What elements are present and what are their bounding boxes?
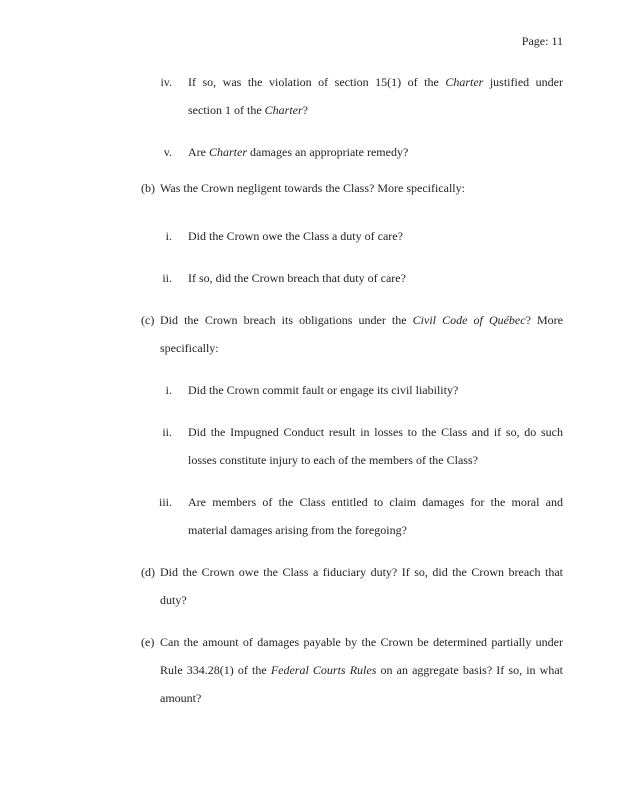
text-line: [160, 306, 563, 334]
text-segment: on an aggregate basis? If so, in what: [376, 663, 563, 677]
text-line: [188, 68, 563, 96]
question-list: [0, 68, 623, 726]
text-segment: If so, was the violation of section 15(1) of the: [188, 75, 446, 89]
text-segment: section 1 of the: [188, 103, 265, 117]
list-item-marker: ii.: [162, 425, 172, 439]
list-item-marker: i.: [165, 383, 172, 397]
text-segment: ?: [302, 103, 308, 117]
text-line: [160, 628, 563, 656]
text-line: [188, 488, 563, 516]
list-item-marker: (d): [141, 565, 155, 579]
text-segment: Did the Crown commit fault or engage its civil liability?: [188, 383, 459, 397]
text-segment: Did the Crown owe the Class a duty of care?: [188, 229, 403, 243]
list-item-marker: (e): [141, 635, 155, 649]
list-item-marker: (b): [141, 181, 155, 195]
text-segment: Rule 334.28(1) of the: [160, 663, 271, 677]
text-line: [188, 264, 563, 292]
text-line: [188, 418, 563, 446]
italic-text-segment: Charter: [264, 103, 303, 117]
text-segment: Did the Crown owe the Class a fiduciary duty? If so, did the Crown breach that: [160, 565, 563, 579]
italic-text-segment: Charter: [445, 75, 484, 89]
text-segment: duty?: [160, 593, 187, 607]
text-line: [188, 446, 563, 474]
text-segment: Did the Impugned Conduct result in losses to the Class and if so, do such: [188, 425, 563, 439]
text-segment: justified under: [483, 75, 564, 89]
list-item-marker: iii.: [158, 495, 172, 509]
list-item-iv: [160, 68, 564, 124]
text-line: [188, 138, 563, 166]
text-line: [160, 558, 563, 586]
text-line: [188, 96, 563, 124]
text-line: [188, 516, 563, 544]
text-segment: material damages arising from the foregoing?: [188, 523, 407, 537]
italic-text-segment: Civil Code of Québec: [412, 313, 526, 327]
page-number: Page: 11: [521, 34, 563, 48]
text-line: [160, 586, 563, 614]
text-line: [188, 376, 563, 404]
text-line: [160, 334, 563, 362]
text-segment: amount?: [160, 691, 202, 705]
italic-text-segment: Charter: [209, 145, 248, 159]
list-item-marker: ii.: [162, 271, 172, 285]
list-item-b: [141, 174, 563, 202]
list-item-marker: v.: [163, 145, 172, 159]
text-segment: losses constitute injury to each of the members of the Class?: [188, 453, 478, 467]
list-item-i: [165, 376, 563, 404]
text-segment: Are: [188, 145, 209, 159]
text-line: [160, 174, 563, 202]
list-item-marker: (c): [141, 313, 155, 327]
text-segment: ? More: [525, 313, 564, 327]
text-segment: specifically:: [160, 341, 219, 355]
text-segment: Was the Crown negligent towards the Class? More specifically:: [160, 181, 465, 195]
text-segment: Can the amount of damages payable by the Crown be determined partially under: [160, 635, 563, 649]
text-segment: If so, did the Crown breach that duty of care?: [188, 271, 406, 285]
list-item-i: [165, 222, 563, 250]
text-segment: damages an appropriate remedy?: [247, 145, 409, 159]
text-segment: Did the Crown breach its obligations under the: [160, 313, 413, 327]
list-item-marker: i.: [165, 229, 172, 243]
list-item-v: [163, 138, 563, 166]
list-item-e: [141, 628, 563, 712]
list-item-ii: [162, 418, 563, 474]
list-item-marker: iv.: [160, 75, 172, 89]
list-item-ii: [162, 264, 563, 292]
list-item-c: [141, 306, 564, 362]
italic-text-segment: Federal Courts Rules: [270, 663, 377, 677]
list-item-d: [141, 558, 563, 614]
text-line: [160, 656, 563, 684]
text-line: [160, 684, 563, 712]
text-segment: Are members of the Class entitled to claim damages for the moral and: [188, 495, 563, 509]
text-line: [188, 222, 563, 250]
list-item-iii: [158, 488, 563, 544]
